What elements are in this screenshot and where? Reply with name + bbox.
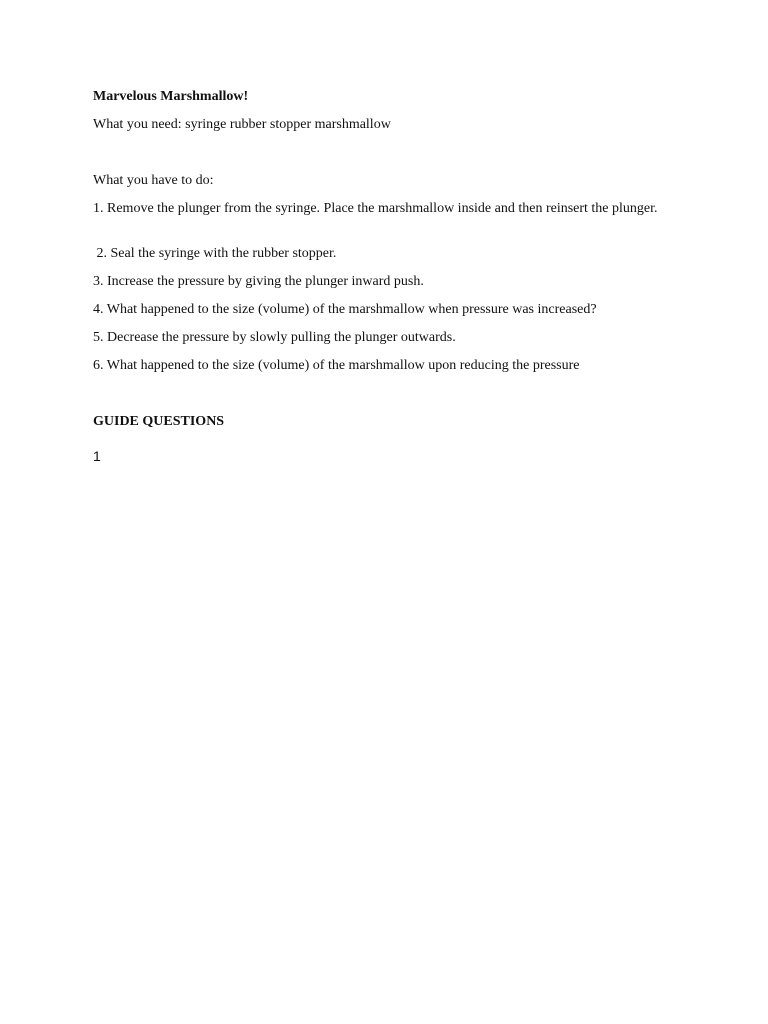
guide-questions-heading: GUIDE QUESTIONS (93, 414, 225, 429)
materials-line: What you need: syringe rubber stopper marshmallow (93, 117, 391, 132)
step-2: 2. Seal the syringe with the rubber stopper. (93, 246, 337, 261)
step-3: 3. Increase the pressure by giving the plunger inward push. (93, 274, 424, 289)
guide-question-1: 1 (93, 448, 101, 464)
step-1: 1. Remove the plunger from the syringe. Place the marshmallow inside and then reinsert the plunger. (93, 201, 658, 216)
step-5: 5. Decrease the pressure by slowly pulling the plunger outwards. (93, 330, 456, 345)
document-title: Marvelous Marshmallow! (93, 89, 249, 104)
step-4: 4. What happened to the size (volume) of the marshmallow when pressure was increased? (93, 302, 597, 317)
step-6: 6. What happened to the size (volume) of the marshmallow upon reducing the pressure (93, 358, 580, 373)
procedure-heading: What you have to do: (93, 173, 214, 188)
